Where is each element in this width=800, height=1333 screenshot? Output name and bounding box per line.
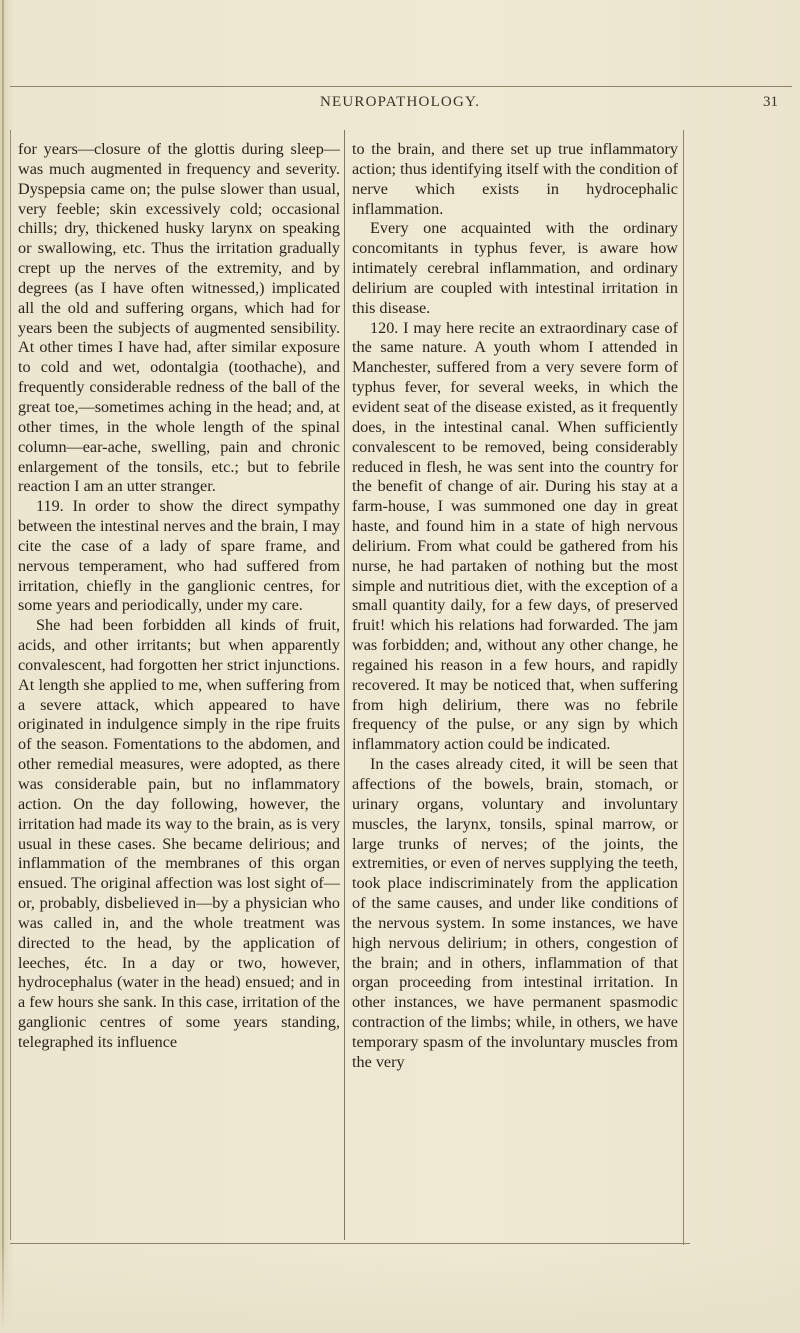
- right-column: [352, 140, 678, 1073]
- page-shadow: [0, 1245, 800, 1333]
- page-edge: [2, 0, 4, 1333]
- column-divider: [344, 130, 345, 1240]
- paragraph: In the cases already cited, it will be seen that affections of the bowels, brain, stomach, or urinary organs, voluntary and involuntary muscles, the larynx, tonsils, spinal marrow, or large trunks of nerves; of the joints, the extremities, or even of nerves supplying the teeth, took place indiscriminately from the application of the same causes, and under like conditions of the nervous system. In some instances, we have high nervous delirium; in others, congestion of the brain; and in others, inflammation of that organ proceeding from intestinal irritation. In other instances, we have permanent spasmodic contraction of the limbs; while, in others, we have temporary spasm of the involuntary muscles from the very: [352, 755, 678, 1071]
- left-margin-rule: [10, 130, 11, 1240]
- top-rule: [10, 86, 792, 87]
- paragraph: 119. In order to show the direct sympathy between the intestinal nerves and the brain, I may cite the case of a lady of spare frame, and nervous temperament, who had suffered from irritation, chiefly in the ganglionic centres, for some years and periodically, under my care.: [18, 497, 340, 615]
- page-number: 31: [763, 94, 778, 110]
- right-margin-rule: [683, 130, 684, 1245]
- paragraph: to the brain, and there set up true inflammatory action; thus identifying itself with the condition of nerve which exists in hydrocephalic inflammation.: [352, 140, 678, 218]
- running-head: NEUROPATHOLOGY.: [319, 94, 481, 110]
- paragraph: Every one acquainted with the ordinary concomitants in typhus fever, is aware how intimately cerebral inflammation, and ordinary delirium are coupled with intestinal irritation in this disease.: [352, 219, 678, 317]
- left-column: [18, 140, 340, 1053]
- paragraph: for years—closure of the glottis during sleep—was much augmented in frequency and severity. Dyspepsia came on; the pulse slower than usual, very feeble; skin excessively cold; occasional chills; dry, thickened husky larynx on speaking or swallowing, etc. Thus the irritation gradually crept up the nerves of the extremity, and by degrees (as I have often witnessed,) implicated all the old and suffering organs, which had for years been the subjects of augmented sensibility. At other times I have had, after similar exposure to cold and wet, odontalgia (toothache), and frequently considerable redness of the ball of the great toe,—sometimes aching in the head; and, at other times, in the whole length of the spinal column—ear-ache, swelling, pain and chronic enlargement of the tonsils, etc.; but to febrile reaction I am an utter stranger.: [18, 140, 340, 496]
- page-header: [14, 90, 786, 116]
- paragraph: She had been forbidden all kinds of fruit, acids, and other irritants; but when apparently convalescent, had forgotten her strict injunctions. At length she applied to me, when suffering from a severe attack, which appeared to have originated in indulgence simply in the ripe fruits of the season. Fomentations to the abdomen, and other remedial measures, were adopted, as there was considerable pain, but no inflammatory action. On the day following, however, the irritation had made its way to the brain, as is very usual in these cases. She became delirious; and inflammation of the membranes of this organ ensued. The original affection was lost sight of— or, probably, disbelieved in—by a physician who was called in, and the whole treatment was directed to the head, by the application of leeches, étc. In a day or two, however, hydrocephalus (water in the head) ensued; and in a few hours she sank. In this case, irritation of the ganglionic centres of some years standing, telegraphed its influence: [18, 616, 340, 1051]
- paragraph: 120. I may here recite an extraordinary case of the same nature. A youth whom I attended in Manchester, suffered from a very severe form of typhus fever, for several weeks, in which the evident seat of the disease existed, as it frequently does, in the intestinal canal. When sufficiently convalescent to be removed, being considerably reduced in flesh, he was sent into the country for the benefit of change of air. During his stay at a farm-house, I was summoned one day in great haste, and found him in a state of high nervous delirium. From what could be gathered from his nurse, he had partaken of nothing but the most simple and nutritious diet, with the exception of a small quantity daily, for a few days, of preserved fruit! which his relations had forwarded. The jam was forbidden; and, without any other change, he regained his reason in a few hours, and rapidly recovered. It may be noticed that, when suffering from high delirium, there was no febrile frequency of the pulse, or any sign by which inflammatory action could be indicated.: [352, 318, 678, 754]
- bottom-rule: [10, 1243, 690, 1244]
